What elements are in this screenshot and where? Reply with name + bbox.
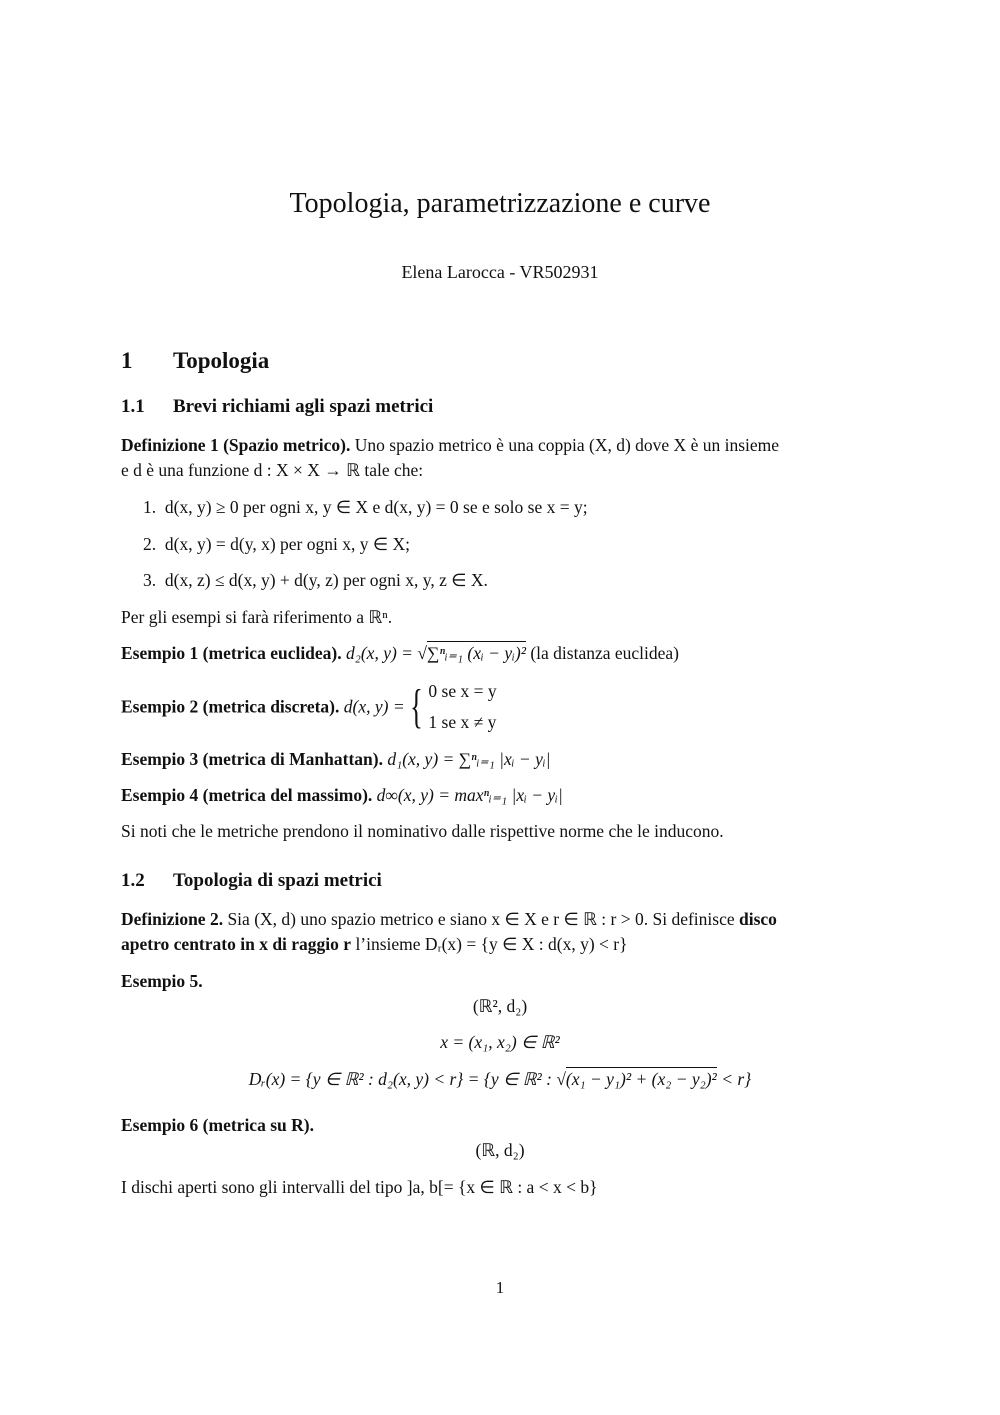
- subsection-title: Brevi richiami agli spazi metrici: [173, 396, 434, 417]
- subsection-number: 1.2: [121, 870, 145, 891]
- section-number: 1: [121, 348, 133, 373]
- example-formula: d₁(x, y) = ∑ⁿᵢ₌₁ |xᵢ − yᵢ|: [387, 749, 551, 769]
- example-5-label: Esempio 5.: [121, 971, 203, 991]
- example-4: [121, 785, 563, 806]
- example-tail: (la distanza euclidea): [530, 643, 679, 663]
- section-heading-1: [121, 348, 269, 374]
- definition-text: Uno spazio metrico è una coppia (X, d) dove X è un insieme: [354, 435, 780, 455]
- definition-text: l’insieme Dᵣ(x) = {y ∈ X : d(x, y) < r}: [355, 934, 628, 954]
- example-5-equation-1: (ℝ², d₂): [472, 996, 528, 1016]
- example-1: [121, 643, 679, 664]
- section-title: Topologia: [173, 348, 270, 373]
- list-item: [143, 570, 488, 591]
- definition-2-line-1: [121, 909, 777, 930]
- list-text: d(x, z) ≤ d(x, y) + d(y, z) per ogni x, y, z ∈ X.: [164, 570, 488, 590]
- note-rn: Per gli esempi si farà riferimento a ℝⁿ.: [121, 607, 393, 627]
- example-5-equation-3: [0, 1069, 1000, 1090]
- document-title: Topologia, parametrizzazione e curve: [289, 188, 711, 219]
- subsection-heading-1-2: [121, 870, 382, 892]
- list-text: d(x, y) ≥ 0 per ogni x, y ∈ X e d(x, y) = 0 se e solo se x = y;: [164, 497, 588, 517]
- example-formula: d∞(x, y) = maxⁿᵢ₌₁ |xᵢ − yᵢ|: [376, 785, 563, 805]
- example-label: Esempio 3 (metrica di Manhattan).: [121, 749, 383, 769]
- subsection-title: Topologia di spazi metrici: [173, 870, 382, 891]
- left-brace: {: [410, 680, 423, 733]
- example-label: Esempio 4 (metrica del massimo).: [121, 785, 373, 805]
- definition-1-line-2: e d è una funzione d : X × X → ℝ tale che:: [121, 460, 424, 480]
- example-6-equation: (ℝ, d₂): [475, 1140, 525, 1160]
- case-1: 0 se x = y: [428, 681, 497, 701]
- example-5-equation-2: x = (x₁, x₂) ∈ ℝ²: [440, 1032, 560, 1052]
- definition-label: Definizione 1 (Spazio metrico).: [121, 435, 351, 455]
- equation-root: (x₁ − y₁)² + (x₂ − y₂)²: [565, 1069, 717, 1089]
- list-number: 3.: [143, 570, 157, 590]
- list-number: 1.: [143, 497, 157, 517]
- page-number: 1: [495, 1278, 505, 1297]
- equation-right: < r}: [716, 1069, 752, 1089]
- example-label: Esempio 2 (metrica discreta).: [121, 696, 340, 717]
- definition-text: Sia (X, d) uno spazio metrico e siano x ∈ X e r ∈ ℝ : r > 0. Si definisce: [227, 909, 735, 929]
- list-text: d(x, y) = d(y, x) per ogni x, y ∈ X;: [164, 534, 410, 554]
- case-2: 1 se x ≠ y: [428, 712, 497, 732]
- list-item: [143, 497, 588, 518]
- definition-label: Definizione 2.: [121, 909, 224, 929]
- definition-bold-term: apetro centrato in x di raggio r: [121, 934, 352, 954]
- definition-bold-term: disco: [739, 909, 777, 929]
- example-6-label: Esempio 6 (metrica su R).: [121, 1115, 314, 1135]
- list-item: [143, 534, 410, 555]
- example-label: Esempio 1 (metrica euclidea).: [121, 643, 342, 663]
- example-formula: d(x, y) =: [343, 696, 405, 717]
- example-3: [121, 749, 550, 770]
- definition-1-line-1: [121, 435, 779, 456]
- example-2: [121, 676, 497, 738]
- subsection-heading-1-1: [121, 396, 433, 418]
- example-formula: d₂(x, y) =: [346, 643, 418, 663]
- list-number: 2.: [143, 534, 157, 554]
- cases-block: [428, 676, 496, 738]
- example-formula-root: ∑ⁿᵢ₌₁ (xᵢ − yᵢ)²: [426, 643, 526, 663]
- equation-left: Dᵣ(x) = {y ∈ ℝ² : d₂(x, y) < r} = {y ∈ ℝ² :: [248, 1069, 557, 1089]
- definition-2-line-2: [121, 934, 628, 955]
- author-line: Elena Larocca - VR502931: [401, 262, 599, 282]
- note-norms: Si noti che le metriche prendono il nominativo dalle rispettive norme che le inducono.: [121, 821, 724, 841]
- example-6-text: I dischi aperti sono gli intervalli del tipo ]a, b[= {x ∈ ℝ : a < x < b}: [121, 1177, 598, 1197]
- sqrt-sign: √: [417, 643, 427, 663]
- sqrt-sign: √: [556, 1069, 566, 1089]
- subsection-number: 1.1: [121, 396, 145, 417]
